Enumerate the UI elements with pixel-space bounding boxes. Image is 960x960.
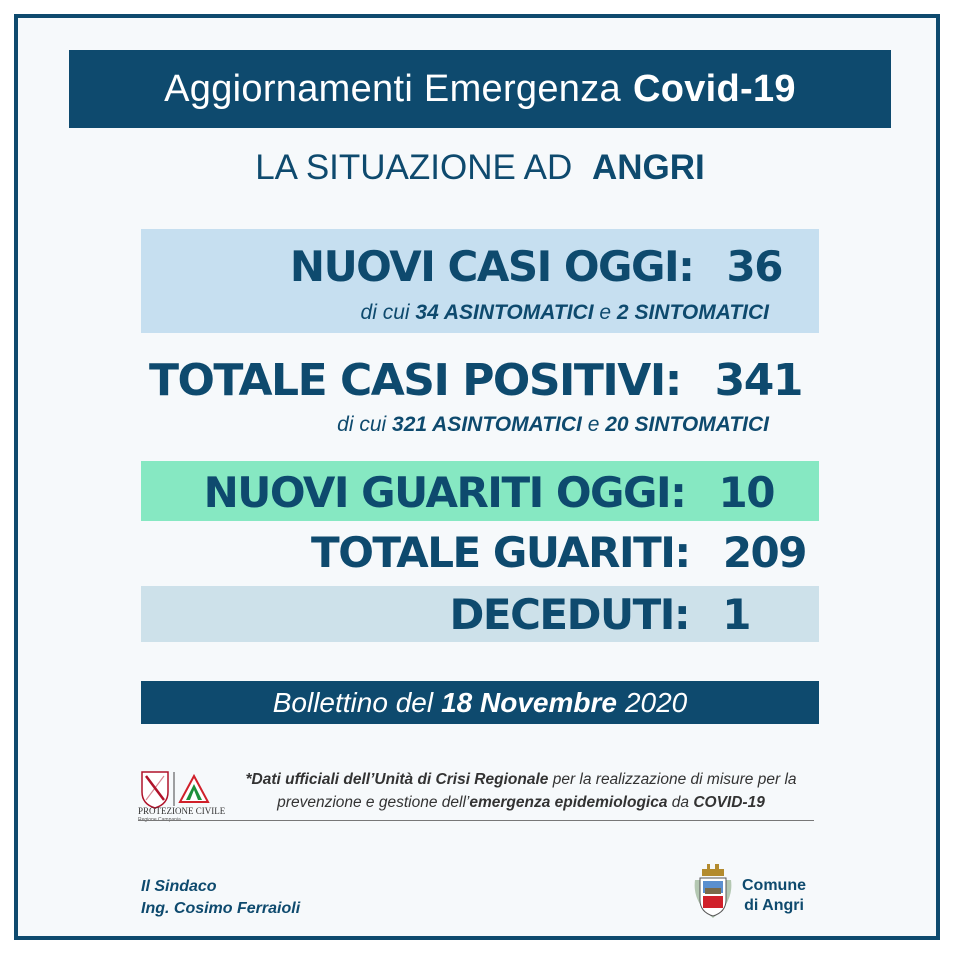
deceased-line (450, 590, 750, 639)
official-data-note (226, 768, 816, 814)
new-recovered-line (204, 468, 774, 517)
new-cases-label: NUOVI CASI OGGI: (289, 242, 694, 291)
new-cases-line (290, 242, 782, 291)
new-cases-detail (361, 301, 769, 325)
total-recovered-value: 209 (722, 528, 806, 577)
total-positive-detail (337, 413, 769, 437)
protezione-civile-name: PROTEZIONE CIVILE (138, 806, 226, 816)
total-positive-sympt-label: SINTOMATICI (634, 413, 769, 436)
bulletin-year: 2020 (624, 686, 688, 718)
new-cases-detail-conj: e (599, 301, 612, 324)
deceased-label: DECEDUTI: (449, 590, 690, 639)
total-positive-detail-pre: di cui (337, 413, 387, 436)
total-recovered-label: TOTALE GUARITI: (311, 528, 690, 577)
total-positive-value: 341 (714, 355, 802, 406)
note-part1: *Dati ufficiali dell’ (245, 771, 375, 788)
total-positive-line (149, 355, 802, 406)
new-cases-sympt-count: 2 (616, 301, 629, 324)
bulletin-date: 18 Novembre (441, 686, 617, 718)
comune-block (742, 876, 806, 916)
deceased-value: 1 (722, 590, 750, 639)
subtitle-prefix: LA SITUAZIONE AD (255, 148, 573, 187)
total-positive-asympt-label: ASINTOMATICI (432, 413, 582, 436)
title-bold: Covid-19 (632, 67, 796, 110)
new-cases-sympt-label: SINTOMATICI (634, 301, 769, 324)
note-part4: emergenza epidemiologica (469, 794, 668, 811)
note-part5: da (667, 794, 694, 811)
note-divider (138, 820, 814, 821)
signer-role: Il Sindaco (141, 878, 217, 895)
total-positive-asympt-count: 321 (392, 413, 428, 436)
new-cases-detail-pre: di cui (360, 301, 410, 324)
signer-block (141, 876, 300, 920)
new-cases-value: 36 (726, 242, 782, 291)
new-recovered-label: NUOVI GUARITI OGGI: (203, 468, 686, 517)
comune-line1: Comune (742, 877, 806, 894)
title-banner (69, 50, 891, 128)
title-prefix: Aggiornamenti Emergenza (164, 67, 621, 110)
note-part3: per la realizzazione di misure per la prevenzione e gestione dell’ (277, 771, 797, 811)
bulletin-prefix: Bollettino del (272, 686, 434, 718)
signer-name: Ing. Cosimo Ferraioli (141, 900, 301, 917)
comune-crest-icon (690, 862, 736, 924)
subtitle-city: ANGRI (592, 148, 705, 187)
total-positive-label: TOTALE CASI POSITIVI: (148, 355, 681, 406)
subtitle (0, 148, 960, 188)
total-positive-sympt-count: 20 (605, 413, 629, 436)
total-positive-detail-conj: e (587, 413, 600, 436)
total-recovered-line (311, 528, 806, 577)
comune-line2: di Angri (744, 897, 804, 914)
new-cases-asympt-label: ASINTOMATICI (443, 301, 594, 324)
note-part6: COVID-19 (693, 794, 765, 811)
new-cases-asympt-count: 34 (415, 301, 439, 324)
note-part2: Unità di Crisi Regionale (374, 771, 549, 788)
bulletin-banner (141, 681, 819, 724)
new-recovered-value: 10 (718, 468, 774, 517)
